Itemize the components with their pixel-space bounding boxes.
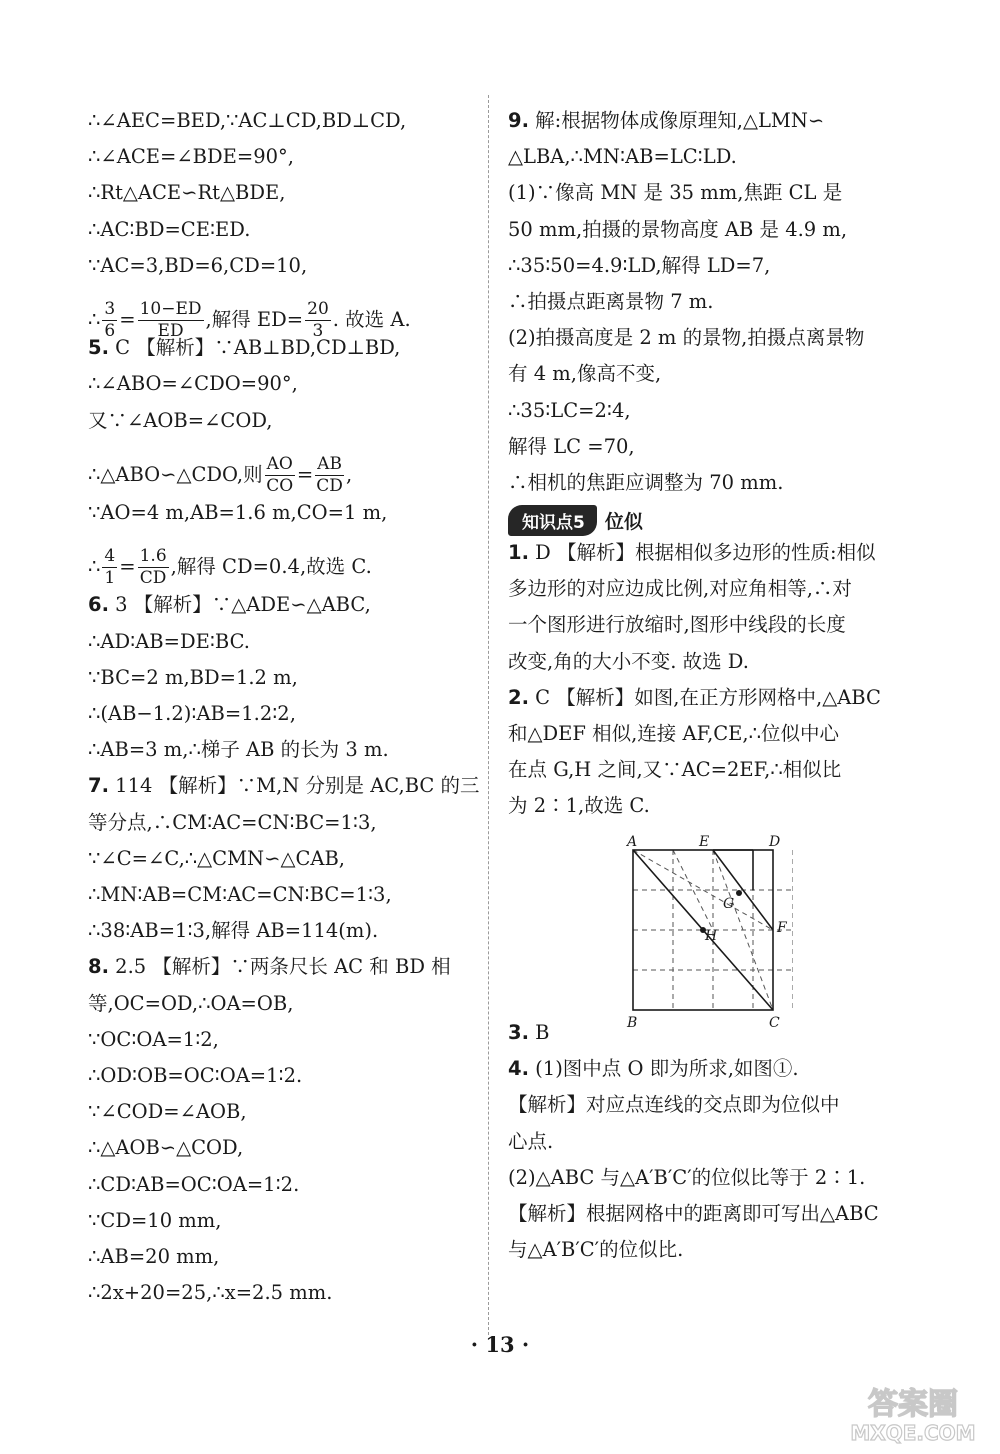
fraction-denominator: ED	[157, 321, 184, 341]
text-line	[508, 1165, 865, 1191]
fraction-numerator: 10−ED	[139, 299, 202, 319]
line-text: (1)图中点 O 即为所求,如图①.	[528, 1057, 799, 1081]
text-line	[88, 1172, 299, 1198]
text-line	[88, 108, 406, 134]
question-number: 5.	[88, 336, 109, 360]
line-text: 有 4 m,像高不变,	[508, 362, 662, 386]
label-f: F	[777, 920, 787, 936]
question-number: 8.	[88, 955, 109, 979]
line-text: =	[119, 555, 136, 579]
line-text: C 【解析】∵AB⊥BD,CD⊥BD,	[108, 336, 401, 360]
line-text: 等分点,∴CM∶AC=CN∶BC=1∶3,	[88, 810, 377, 834]
label-b: B	[627, 1015, 638, 1030]
line-text: 50 mm,拍摄的景物高度 AB 是 4.9 m,	[508, 217, 848, 241]
question-number: 3.	[508, 1021, 529, 1044]
text-line	[88, 144, 294, 170]
text-line	[88, 846, 345, 872]
fraction	[138, 546, 169, 589]
text-line	[508, 108, 824, 134]
svg-text:MXQE.COM: MXQE.COM	[850, 1421, 976, 1445]
line-text: C 【解析】如图,在正方形网格中,△ABC	[528, 685, 881, 709]
text-line	[508, 612, 846, 638]
text-line	[508, 649, 749, 675]
text-line	[88, 773, 480, 799]
line-text: ∴AB=20 mm,	[88, 1245, 220, 1268]
line-text: (2)拍摄高度是 2 m 的景物,拍摄点离景物	[508, 326, 865, 350]
text-line	[88, 253, 307, 279]
line-text: 解得 LC =70,	[508, 434, 635, 458]
line-text: 与△A′B′C′的位似比.	[508, 1238, 684, 1262]
line-text: B	[528, 1021, 550, 1044]
text-line	[88, 1208, 222, 1234]
line-text: ,解得 ED=	[205, 308, 304, 331]
text-line	[88, 1099, 247, 1125]
line-text: ∴∠ABO=∠CDO=90°,	[88, 372, 298, 396]
text-line	[88, 991, 293, 1017]
line-text: ∴△ABO∽△CDO,则	[88, 462, 263, 486]
line-text: 114 【解析】∵M,N 分别是 AC,BC 的三	[108, 774, 480, 798]
text-line	[508, 434, 635, 460]
text-line	[508, 1129, 553, 1155]
label-c: C	[769, 1015, 780, 1030]
question-number: 9.	[508, 109, 529, 132]
fraction-denominator: 1	[104, 568, 116, 589]
question-number: 7.	[88, 774, 109, 798]
line-text: 又∵∠AOB=∠COD,	[88, 408, 273, 432]
line-text: ∴△AOB∽△COD,	[88, 1136, 244, 1160]
line-text: 在点 G,H 之间,又∵AC=2EF,∴相似比	[508, 758, 842, 782]
text-line	[508, 540, 876, 566]
line-text: ,	[345, 462, 353, 486]
line-text: ∴OD∶OB=OC∶OA=1∶2.	[88, 1064, 303, 1087]
text-line	[88, 737, 389, 763]
line-text: ∴相机的焦距应调整为 70 mm.	[508, 471, 784, 494]
fraction-denominator: 3	[312, 321, 324, 341]
fraction	[315, 454, 344, 497]
line-text: 为 2∶1,故选 C.	[508, 794, 650, 818]
label-h: H	[705, 928, 718, 944]
line-text: 2.5 【解析】∵两条尺长 AC 和 BD 相	[108, 955, 451, 979]
line-text: 多边形的对应边成比例,对应角相等,∴对	[508, 577, 852, 601]
line-text: ∴AB=3 m,∴梯子 AB 的长为 3 m.	[88, 738, 389, 762]
text-line	[88, 335, 400, 361]
question-number: 2.	[508, 685, 529, 709]
fraction-numerator: 20	[307, 299, 329, 319]
line-text: =	[296, 462, 314, 486]
text-line	[508, 253, 770, 279]
text-line	[508, 793, 650, 819]
text-line	[508, 1237, 683, 1263]
column-divider	[488, 95, 489, 1335]
line-text: 改变,角的大小不变. 故选 D.	[508, 649, 749, 673]
similarity-grid-figure	[613, 830, 793, 1030]
text-line	[88, 500, 387, 526]
line-text: ∴38∶AB=1∶3,解得 AB=114(m).	[88, 919, 379, 943]
section-badge: 知识点5	[508, 505, 597, 536]
line-text: ∵AC=3,BD=6,CD=10,	[88, 253, 308, 277]
text-line	[88, 1244, 219, 1270]
text-line	[88, 918, 378, 944]
page-number: · 13 ·	[470, 1332, 530, 1357]
question-number: 4.	[508, 1057, 529, 1081]
question-number: 1.	[508, 541, 529, 564]
line-text: △LBA,∴MN∶AB=LC∶LD.	[508, 145, 737, 169]
line-text: ∵OC∶OA=1∶2,	[88, 1027, 219, 1051]
fraction-numerator: 4	[104, 546, 116, 567]
text-line	[88, 371, 298, 397]
text-line	[508, 325, 864, 351]
question-number: 6.	[88, 593, 109, 617]
line-text: ∴35∶LC=2∶4,	[508, 398, 631, 422]
line-text: ∵∠COD=∠AOB,	[88, 1100, 247, 1124]
label-g: G	[723, 896, 735, 912]
fraction-denominator: CO	[266, 475, 294, 496]
text-line	[88, 701, 296, 727]
text-line	[508, 1092, 840, 1118]
line-text: 心点.	[508, 1129, 554, 1153]
line-text: ∵∠C=∠C,∴△CMN∽△CAB,	[88, 846, 345, 870]
line-text: 3 【解析】∵△ADE∽△ABC,	[108, 593, 371, 617]
line-text: ∴	[88, 555, 101, 579]
label-a: A	[627, 834, 638, 850]
text-line	[88, 1280, 332, 1306]
fraction-numerator: 3	[104, 299, 116, 319]
label-d: D	[769, 834, 781, 850]
line-text: 【解析】对应点连线的交点即为位似中	[508, 1093, 840, 1117]
line-text: ∵AO=4 m,AB=1.6 m,CO=1 m,	[88, 501, 388, 524]
fraction	[102, 546, 117, 589]
line-text: ∴AC∶BD=CE∶ED.	[88, 217, 251, 241]
text-line	[88, 408, 272, 434]
text-line	[88, 629, 250, 655]
text-line	[508, 180, 842, 206]
line-text: ∵BC=2 m,BD=1.2 m,	[88, 665, 298, 689]
line-text: . 故选 A.	[332, 308, 411, 331]
text-line	[508, 144, 737, 170]
text-line	[508, 289, 714, 315]
line-text: D 【解析】根据相似多边形的性质:相似	[528, 541, 876, 564]
line-text: ∵CD=10 mm,	[88, 1208, 222, 1232]
text-line	[508, 470, 783, 496]
line-text: 等,OC=OD,∴OA=OB,	[88, 991, 294, 1015]
line-text: (2)△ABC 与△A′B′C′的位似比等于 2∶1.	[508, 1165, 866, 1189]
line-text: ∴拍摄点距离景物 7 m.	[508, 290, 714, 313]
line-text: ∴∠ACE=∠BDE=90°,	[88, 145, 294, 169]
text-line	[508, 1201, 879, 1227]
line-text: ,解得 CD=0.4,故选 C.	[170, 555, 372, 579]
text-line	[88, 1063, 302, 1089]
text-line	[88, 546, 372, 589]
line-text: 一个图形进行放缩时,图形中线段的长度	[508, 613, 846, 637]
line-text: ∴∠AEC=BED,∵AC⊥CD,BD⊥CD,	[88, 109, 407, 132]
text-line	[88, 454, 352, 497]
text-line	[88, 1027, 219, 1053]
text-line	[88, 810, 377, 836]
svg-text:答案圈: 答案圈	[868, 1387, 958, 1422]
line-text: ∴(AB−1.2)∶AB=1.2∶2,	[88, 702, 296, 725]
text-line	[88, 180, 285, 206]
line-text: 解:根据物体成像原理知,△LMN∽	[528, 109, 825, 132]
line-text: ∴CD∶AB=OC∶OA=1∶2.	[88, 1172, 300, 1196]
text-line	[508, 685, 881, 711]
line-text: 【解析】根据网格中的距离即可写出△ABC	[508, 1202, 879, 1225]
fraction-denominator: CD	[316, 475, 343, 496]
text-line	[88, 217, 250, 243]
fraction-numerator: AB	[317, 453, 342, 474]
fraction-numerator: 1.6	[139, 546, 167, 567]
watermark-logo	[838, 1380, 988, 1446]
text-line	[508, 1056, 799, 1082]
text-line	[508, 721, 839, 747]
text-line	[508, 398, 631, 424]
line-text: ∴MN∶AB=CM∶AC=CN∶BC=1∶3,	[88, 883, 392, 906]
line-text: ∴AD∶AB=DE∶BC.	[88, 629, 251, 653]
fraction	[265, 454, 295, 497]
text-line	[88, 882, 392, 908]
text-line	[508, 576, 852, 602]
label-e: E	[699, 834, 710, 850]
text-line	[88, 954, 451, 980]
text-line	[508, 1020, 550, 1046]
text-line	[88, 1135, 243, 1161]
line-text: ∴Rt△ACE∽Rt△BDE,	[88, 181, 286, 205]
fraction-denominator: CD	[139, 568, 167, 589]
line-text: ∴	[88, 308, 101, 331]
line-text: ∴2x+20=25,∴x=2.5 mm.	[88, 1281, 333, 1305]
text-line	[508, 757, 841, 783]
text-line	[508, 217, 847, 243]
section-header	[508, 505, 643, 536]
line-text: =	[119, 308, 136, 331]
point-g	[736, 890, 742, 896]
fraction-numerator: AO	[266, 453, 293, 474]
text-line	[88, 665, 298, 691]
section-title: 位似	[604, 511, 643, 533]
fraction-denominator: 6	[104, 321, 116, 341]
line-text: (1)∵像高 MN 是 35 mm,焦距 CL 是	[508, 181, 843, 205]
text-line	[88, 592, 371, 618]
text-line	[508, 361, 661, 387]
line-text: ∴35∶50=4.9∶LD,解得 LD=7,	[508, 253, 771, 277]
line-text: 和△DEF 相似,连接 AF,CE,∴位似中心	[508, 722, 840, 745]
